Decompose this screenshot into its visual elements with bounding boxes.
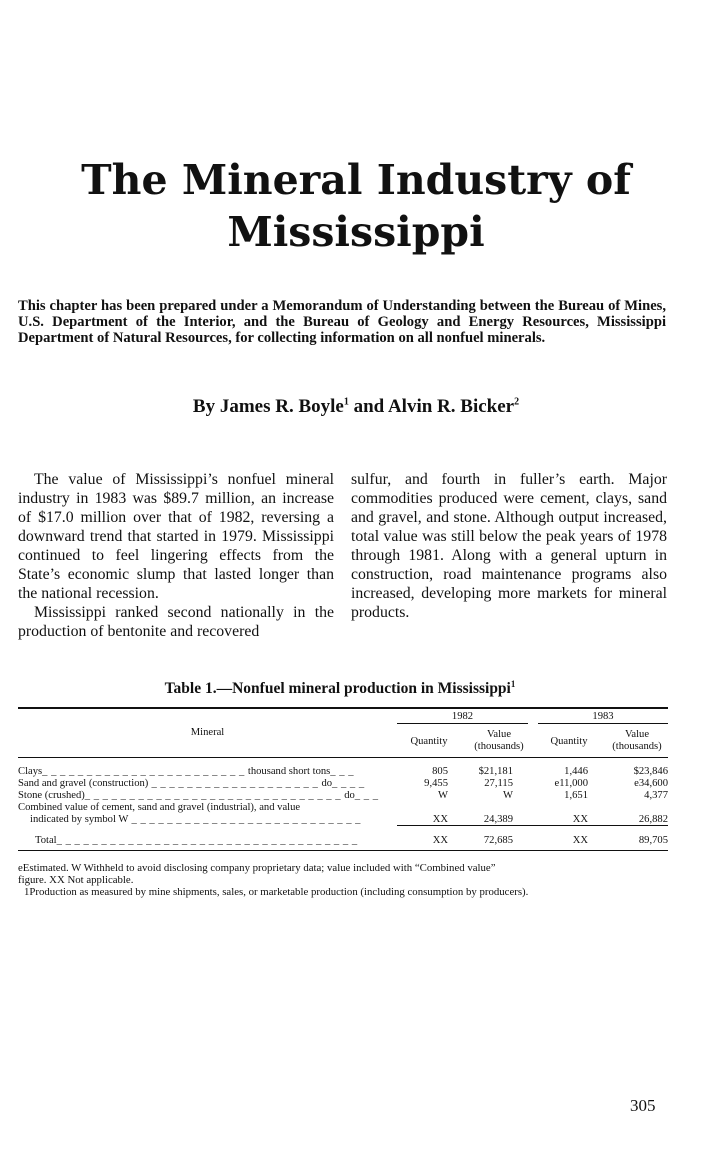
table-cell: XX xyxy=(572,835,588,846)
table-row-label: Total_ _ _ _ _ _ _ _ _ _ _ _ _ _ _ _ _ _ _ _ _ _ _ _ _ _ _ _ _ _ _ _ _ _ xyxy=(35,835,358,846)
table-caption-footnote-mark: 1 xyxy=(510,679,516,689)
table-row-label: indicated by symbol W _ _ _ _ _ _ _ _ _ _ _ _ _ _ _ _ _ _ _ _ _ _ _ _ _ _ xyxy=(30,814,361,825)
mineral-unit: thousand short tons xyxy=(247,766,331,777)
table-caption xyxy=(0,679,680,698)
table-cell: e34,600 xyxy=(634,778,668,789)
body-column-right xyxy=(351,470,667,622)
table-cell: 27,115 xyxy=(484,778,513,789)
body-column-left xyxy=(18,470,334,641)
header-bottom-rule xyxy=(18,757,668,758)
table-cell: 805 xyxy=(432,766,448,777)
author-2-footnote-mark: 2 xyxy=(514,396,520,408)
table-row-label: Clays_ _ _ _ _ _ _ _ _ _ _ _ _ _ _ _ _ _ _ _ _ _ _ thousand short tons_ _ _ xyxy=(18,766,354,777)
mineral-name: Clays xyxy=(18,766,43,777)
table-cell: 1,651 xyxy=(564,790,588,801)
preface-note: This chapter has been prepared under a Memorandum of Understanding between the Bureau of Mines, U.S. Department of the Interior, and the Bureau of Geology and Energy Resources, Mississippi Department of Natural Resources, for collecting information on all nonfuel minerals. xyxy=(18,298,666,346)
page-title-line-2: Mississippi xyxy=(227,208,485,256)
table-footnote: 1Production as measured by mine shipments, sales, or marketable production (including consumption by producers). xyxy=(24,886,529,898)
table-cell: XX xyxy=(572,814,588,825)
table-cell: 9,455 xyxy=(424,778,448,789)
mineral-name: Sand and gravel (construction) xyxy=(18,778,149,789)
column-header-value-1983 xyxy=(602,729,672,753)
year-1983-rule xyxy=(538,723,668,724)
table-cell: 4,377 xyxy=(644,790,668,801)
mineral-name: Stone (crushed) xyxy=(18,790,85,801)
year-header-1982: 1982 xyxy=(451,711,474,722)
byline xyxy=(0,396,712,418)
author-1-footnote-mark: 1 xyxy=(343,396,349,408)
column-header-value-1982 xyxy=(464,729,534,753)
year-header-1983: 1983 xyxy=(592,711,614,722)
column-header-mineral: Mineral xyxy=(190,727,225,738)
body-paragraph: Mississippi ranked second nationally in the production of bentonite and recovered xyxy=(18,604,334,640)
table-cell: $21,181 xyxy=(478,766,513,777)
table-row-label: Combined value of cement, sand and gravel (industrial), and value xyxy=(18,802,301,813)
table-cell: 72,685 xyxy=(483,835,513,846)
value-header-line-2: (thousands) xyxy=(474,741,524,752)
value-header-line-1: Value xyxy=(624,729,650,740)
byline-prefix: By xyxy=(192,396,216,417)
table-row-label: Sand and gravel (construction) _ _ _ _ _ _ _ _ _ _ _ _ _ _ _ _ _ _ _ do_ _ _ _ xyxy=(18,778,365,789)
author-2: Alvin R. Bicker xyxy=(387,396,515,417)
byline-conjunction: and xyxy=(353,396,385,417)
mineral-unit: do xyxy=(344,790,355,801)
year-1982-rule xyxy=(397,723,528,724)
table-cell: 1,446 xyxy=(564,766,588,777)
table-cell: W xyxy=(438,790,448,801)
table-footnote: figure. XX Not applicable. xyxy=(18,874,134,886)
body-paragraph: The value of Mississippi’s nonfuel mineral industry in 1983 was $89.7 million, an increase of $17.0 million over that of 1982, reversing a downward trend that started in 1979. Mississippi continued to feel lingering effects from the State’s economic slump that lasted longer than the national recession. xyxy=(18,471,334,602)
table-footnote: eEstimated. W Withheld to avoid disclosing company proprietary data; value included with “Combined value” xyxy=(18,862,496,874)
mineral-unit: do xyxy=(321,778,333,789)
table-top-rule xyxy=(18,707,668,709)
author-1: James R. Boyle xyxy=(219,396,344,417)
column-header-quantity-1983: Quantity xyxy=(550,736,588,747)
table-cell: W xyxy=(503,790,513,801)
column-header-quantity-1982: Quantity xyxy=(410,736,448,747)
mineral-name: indicated by symbol W xyxy=(30,814,129,825)
value-header-line-2: (thousands) xyxy=(612,741,662,752)
table-cell: 89,705 xyxy=(638,835,668,846)
table-cell: 26,882 xyxy=(638,814,668,825)
table-row-label: Stone (crushed)_ _ _ _ _ _ _ _ _ _ _ _ _ _ _ _ _ _ _ _ _ _ _ _ _ _ _ _ _ do_ _ _ xyxy=(18,790,379,801)
page-number: 305 xyxy=(630,1096,656,1115)
table-cell: e11,000 xyxy=(554,778,588,789)
value-header-line-1: Value xyxy=(486,729,512,740)
page-title-line-1: The Mineral Industry of xyxy=(81,156,631,204)
table-cell: XX xyxy=(432,835,448,846)
table-caption-text: Table 1.—Nonfuel mineral production in Mississippi xyxy=(164,680,511,698)
table-cell: XX xyxy=(432,814,448,825)
table-bottom-rule xyxy=(18,850,668,851)
body-paragraph: sulfur, and fourth in fuller’s earth. Major commodities produced were cement, clays, sand and gravel, and stone. Although output increased, total value was still below the peak years of 1978 through 1981. Along with a general upturn in construction, road maintenance programs also increased, developing more markets for mineral products. xyxy=(351,471,667,621)
table-cell: $23,846 xyxy=(633,766,668,777)
table-cell: 24,389 xyxy=(483,814,513,825)
total-label: Total xyxy=(35,835,57,846)
